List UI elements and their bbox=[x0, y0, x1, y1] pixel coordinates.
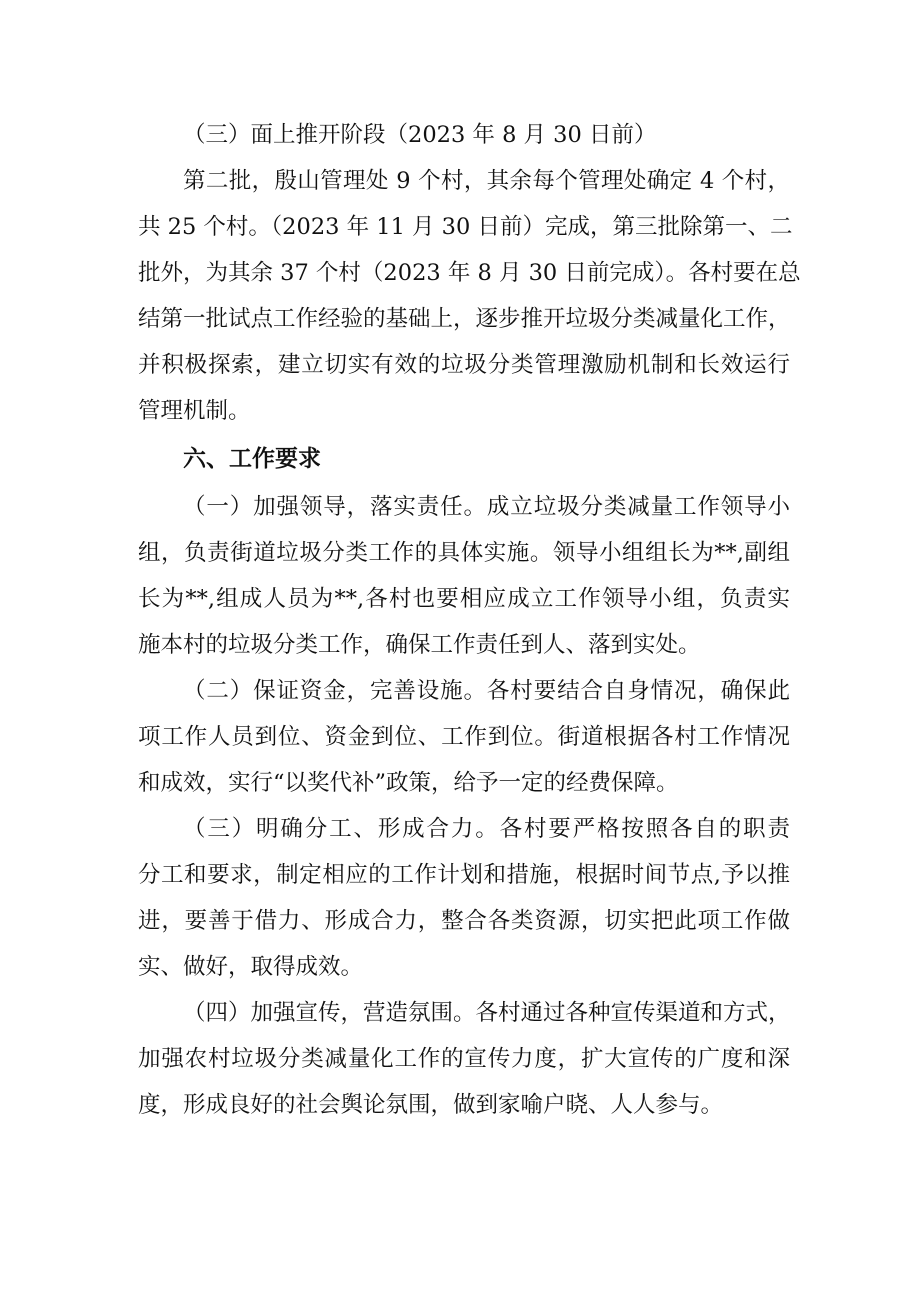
text-line: 分工和要求，制定相应的工作计划和措施，根据时间节点,予以推 bbox=[138, 862, 790, 888]
text-line: 项工作人员到位、资金到位、工作到位。街道根据各村工作情况 bbox=[138, 724, 790, 750]
text-line: 进，要善于借力、形成合力，整合各类资源，切实把此项工作做 bbox=[138, 908, 790, 934]
requirement-paragraph-3 bbox=[138, 806, 790, 990]
text-line: 加强农村垃圾分类减量化工作的宣传力度，扩大宣传的广度和深 bbox=[138, 1046, 790, 1072]
text-line: 结第一批试点工作经验的基础上，逐步推开垃圾分类减量化工作， bbox=[138, 306, 791, 332]
requirement-paragraph-1 bbox=[138, 484, 790, 668]
text-line: （一）加强领导，落实责任。成立垃圾分类减量工作领导小 bbox=[183, 494, 790, 520]
text-line: （二）保证资金，完善设施。各村要结合自身情况，确保此 bbox=[183, 678, 790, 704]
text-line: 第二批，殷山管理处 9 个村，其余每个管理处确定 4 个村， bbox=[183, 168, 790, 194]
text-line: 组，负责街道垃圾分类工作的具体实施。领导小组组长为**,副组 bbox=[138, 540, 790, 566]
text-line: 施本村的垃圾分类工作，确保工作责任到人、落到实处。 bbox=[138, 632, 701, 658]
text-line: 批外，为其余 37 个村（2023 年 8 月 30 日前完成）。各村要在总 bbox=[138, 260, 801, 286]
text-line: 管理机制。 bbox=[138, 398, 251, 424]
section-heading: 六、工作要求 bbox=[183, 446, 321, 472]
document-page bbox=[138, 112, 801, 1128]
stage3-title: （三）面上推开阶段（2023 年 8 月 30 日前） bbox=[183, 122, 657, 148]
text-line: 并积极探索，建立切实有效的垃圾分类管理激励机制和长效运行 bbox=[138, 352, 790, 378]
text-line: 和成效，实行“以奖代补”政策，给予一定的经费保障。 bbox=[138, 770, 679, 796]
stage3-paragraph bbox=[138, 158, 801, 434]
text-line: 共 25 个村。（2023 年 11 月 30 日前）完成，第三批除第一、二 bbox=[138, 214, 793, 240]
requirement-paragraph-2 bbox=[138, 668, 790, 806]
text-line: 长为**,组成人员为**,各村也要相应成立工作领导小组，负责实 bbox=[138, 586, 790, 612]
text-line: （三）明确分工、形成合力。各村要严格按照各自的职责 bbox=[183, 816, 790, 842]
text-line: （四）加强宣传，营造氛围。各村通过各种宣传渠道和方式， bbox=[183, 1000, 791, 1026]
requirement-paragraph-4 bbox=[138, 990, 790, 1128]
text-line: 实、做好，取得成效。 bbox=[138, 954, 364, 980]
text-line: 度，形成良好的社会舆论氛围，做到家喻户晓、人人参与。 bbox=[138, 1092, 724, 1118]
